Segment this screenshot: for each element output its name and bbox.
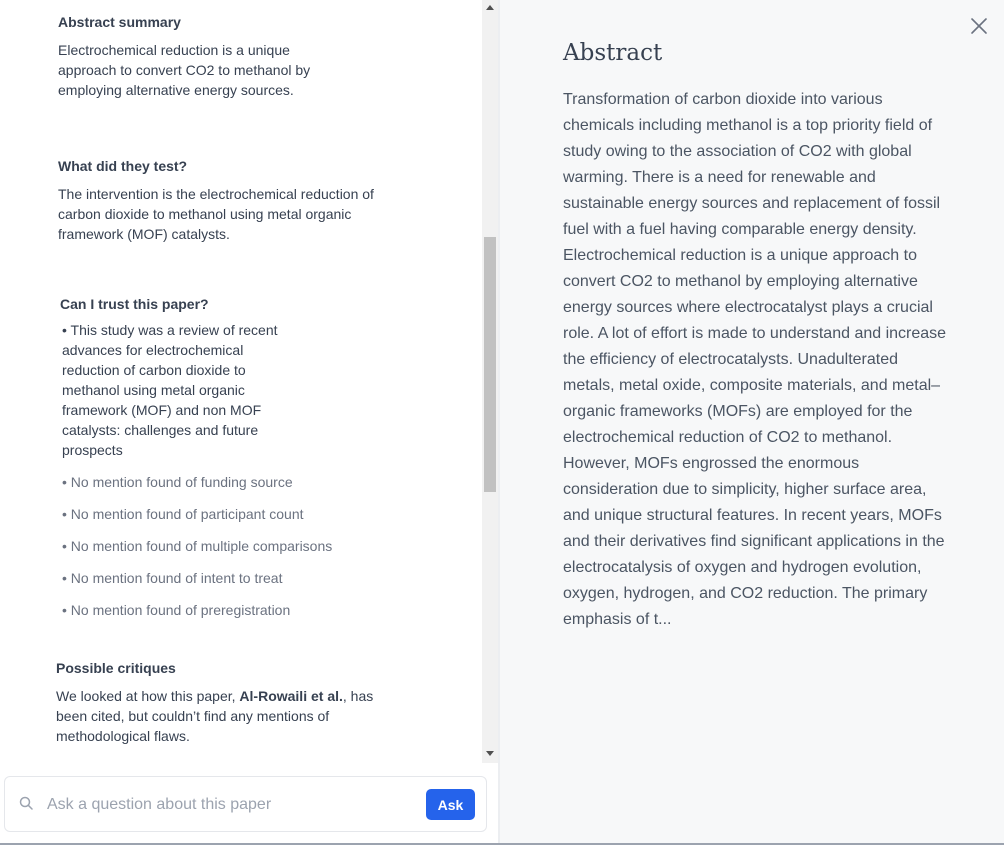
- abstract-text: Transformation of carbon dioxide into various chemicals including methanol is a top priority field of study owing to the association of CO2 with global warming. There is a need for renewable and sustainable energy sources and replacement of fossil fuel with a fuel having comparable energy density. Electrochemical reduction is a unique approach to convert CO2 to methanol by employing alternative energy sources where electrocatalyst plays a crucial role. A lot of effort is made to understand and increase the efficiency of electrocatalysts. Unadulterated metals, metal oxide, composite materials, and metal–organic frameworks (MOFs) are employed for the electrochemical reduction of CO2 to methanol. However, MOFs engrossed the enormous consideration due to simplicity, higher surface area, and unique structural features. In recent years, MOFs and their derivatives find significant applications in the electrocatalysis of oxygen and hydrogen evolution, oxygen, hydrogen, and CO2 reduction. The primary emphasis of t...: [563, 91, 947, 628]
- scroll-down-arrow-icon[interactable]: [486, 751, 494, 756]
- abstract-summary-title: Abstract summary: [58, 14, 181, 30]
- summary-scroll-area[interactable]: [0, 0, 482, 763]
- critiques-text: [56, 686, 396, 746]
- critiques-title: Possible critiques: [56, 660, 176, 676]
- trust-bullet-participants: • No mention found of participant count: [62, 506, 304, 522]
- search-icon: [19, 796, 33, 810]
- close-icon[interactable]: [970, 17, 988, 35]
- summary-panel: [0, 0, 498, 845]
- scroll-thumb[interactable]: [484, 237, 496, 492]
- summary-scrollbar[interactable]: [482, 0, 498, 763]
- what-tested-text: The intervention is the electrochemical reduction of carbon dioxide to methanol using metal organic framework (MOF) catalysts.: [58, 186, 374, 242]
- abstract-title: Abstract: [563, 40, 663, 66]
- abstract-panel: [498, 0, 1004, 845]
- critiques-text-pre: We looked at how this paper,: [56, 688, 240, 704]
- ask-button[interactable]: Ask: [426, 789, 475, 820]
- critiques-text-post: , has been cited, but couldn’t find any mentions of methodological flaws.: [56, 688, 374, 744]
- what-tested-title: What did they test?: [58, 158, 188, 174]
- critiques-author: Al-Rowaili et al.: [239, 688, 343, 704]
- ask-question-input[interactable]: [45, 792, 419, 818]
- trust-bullet-intent: • No mention found of intent to treat: [62, 570, 283, 586]
- trust-bullet-funding: • No mention found of funding source: [62, 474, 293, 490]
- trust-title: Can I trust this paper?: [60, 296, 209, 312]
- ask-bar: [4, 776, 487, 832]
- trust-bullet-comparisons: • No mention found of multiple comparisons: [62, 538, 333, 554]
- abstract-summary-text: Electrochemical reduction is a unique approach to convert CO2 to methanol by employing alternative energy sources.: [58, 42, 311, 98]
- trust-study-bullet: • This study was a review of recent advances for electrochemical reduction of carbon dioxide to methanol using metal organic framework (MOF) and non MOF catalysts: challenges and future prospects: [62, 322, 278, 458]
- trust-bullet-preregistration: • No mention found of preregistration: [62, 602, 291, 618]
- scroll-up-arrow-icon[interactable]: [486, 5, 494, 10]
